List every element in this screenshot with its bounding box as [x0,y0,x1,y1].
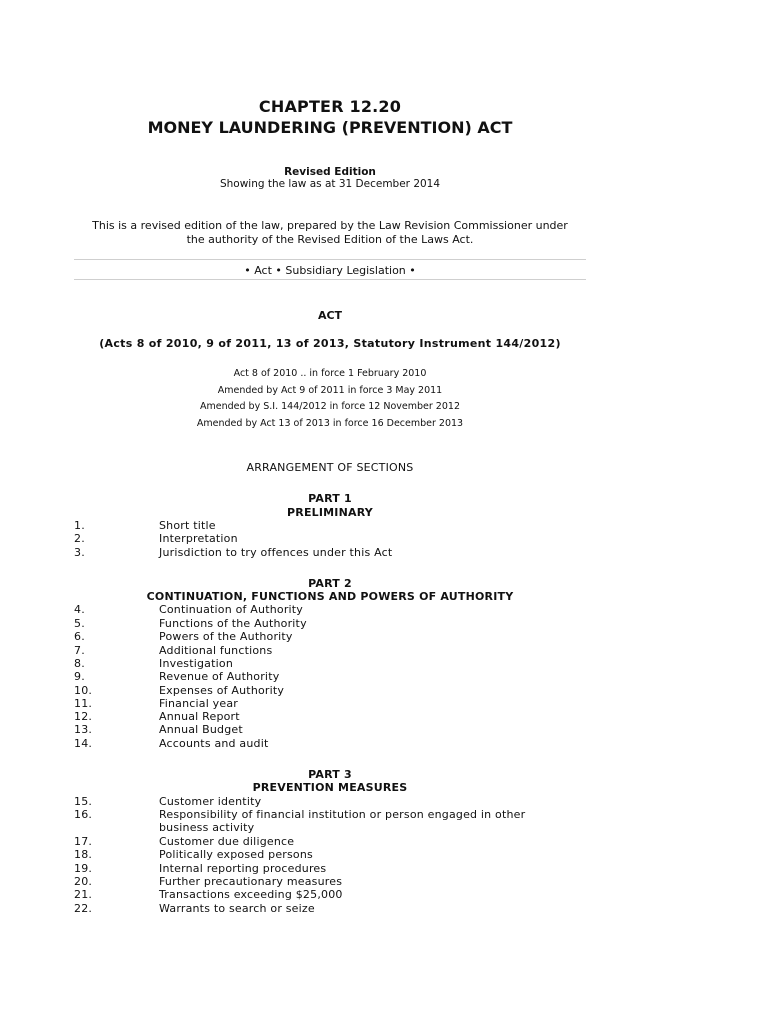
nav-bullet: • [409,264,416,277]
section-number: 8. [74,657,85,670]
bottom-divider [74,279,586,280]
part-2-label: PART 2 [308,577,352,590]
section-title-link[interactable]: Revenue of Authority [159,670,280,683]
section-number: 4. [74,603,85,616]
section-title-link[interactable]: Jurisdiction to try offences under this Act [159,546,393,559]
nav-bullet: • [244,264,251,277]
section-title-link[interactable]: Financial year [159,697,239,710]
part-2-title: CONTINUATION, FUNCTIONS AND POWERS OF AUTHORITY [146,590,514,603]
section-number: 18. [74,848,93,861]
history-line: Amended by Act 13 of 2013 in force 16 December 2013 [196,418,464,429]
section-title-link[interactable]: Continuation of Authority [159,603,304,616]
section-title-link[interactable]: Further precautionary measures [159,875,343,888]
section-title-continuation[interactable]: business activity [159,821,255,834]
chapter-number: CHAPTER 12.20 [258,97,402,116]
part-1-label: PART 1 [308,492,352,505]
section-title-link[interactable]: Additional functions [159,644,273,657]
history-line: Amended by S.I. 144/2012 in force 12 November 2012 [200,401,460,412]
section-number: 19. [74,862,93,875]
section-number: 13. [74,723,93,736]
section-title-link[interactable]: Interpretation [159,532,238,545]
arrangement-heading: ARRANGEMENT OF SECTIONS [246,461,414,474]
section-title-link[interactable]: Customer identity [159,795,262,808]
document-nav [74,264,586,278]
section-number: 11. [74,697,93,710]
section-title-link[interactable]: Annual Budget [159,723,243,736]
part-1-title: PRELIMINARY [287,506,373,519]
history-line: Act 8 of 2010 .. in force 1 February 2010 [233,368,427,379]
section-title-link[interactable]: Transactions exceeding $25,000 [159,888,343,901]
revision-intro [74,219,586,247]
section-title-link[interactable]: Short title [159,519,216,532]
revision-intro-line-1: This is a revised edition of the law, prepared by the Law Revision Commissioner under [92,219,568,232]
section-number: 12. [74,710,93,723]
act-title: MONEY LAUNDERING (PREVENTION) ACT [147,118,513,137]
section-title-link[interactable]: Responsibility of financial institution or person engaged in other [159,808,526,821]
revision-intro-line-2: the authority of the Revised Edition of the Laws Act. [186,233,474,246]
amending-acts-list: (Acts 8 of 2010, 9 of 2011, 13 of 2013, Statutory Instrument 144/2012) [99,337,561,350]
section-number: 5. [74,617,85,630]
part-3-label: PART 3 [308,768,352,781]
nav-bullet: • [275,264,282,277]
section-title-link[interactable]: Investigation [159,657,233,670]
act-heading: ACT [317,309,343,322]
section-number: 9. [74,670,85,683]
section-title-link[interactable]: Powers of the Authority [159,630,293,643]
section-number: 21. [74,888,93,901]
section-number: 3. [74,546,85,559]
history-line: Amended by Act 9 of 2011 in force 3 May 2011 [217,385,443,396]
section-title-link[interactable]: Accounts and audit [159,737,269,750]
section-number: 17. [74,835,93,848]
section-number: 2. [74,532,85,545]
section-title-link[interactable]: Customer due diligence [159,835,295,848]
nav-act-link[interactable]: Act [254,264,272,277]
section-number: 10. [74,684,93,697]
section-title-link[interactable]: Warrants to search or seize [159,902,315,915]
section-number: 22. [74,902,93,915]
nav-subsidiary-legislation-link[interactable]: Subsidiary Legislation [285,264,406,277]
top-divider [74,259,586,260]
section-number: 16. [74,808,93,821]
section-title-link[interactable]: Expenses of Authority [159,684,285,697]
part-3-title: PREVENTION MEASURES [252,781,408,794]
section-number: 1. [74,519,85,532]
section-number: 15. [74,795,93,808]
revised-edition-label: Revised Edition [284,166,376,178]
section-number: 20. [74,875,93,888]
section-title-link[interactable]: Annual Report [159,710,240,723]
section-title-link[interactable]: Internal reporting procedures [159,862,327,875]
section-number: 6. [74,630,85,643]
showing-law-date: Showing the law as at 31 December 2014 [219,178,441,190]
section-number: 7. [74,644,85,657]
section-title-link[interactable]: Functions of the Authority [159,617,307,630]
section-number: 14. [74,737,93,750]
section-title-link[interactable]: Politically exposed persons [159,848,313,861]
